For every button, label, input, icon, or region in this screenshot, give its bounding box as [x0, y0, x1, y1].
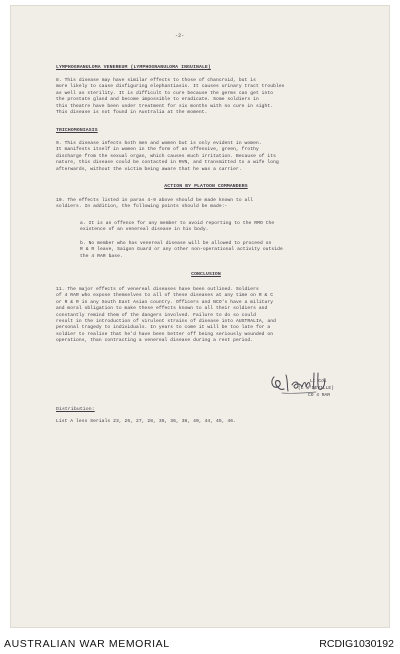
- tricho-line: It manifests itself in women in the form of an offensive, green, frothy: [56, 147, 259, 153]
- action-b-line: R & R leave, Saigon Guard or any other non-operational activity outside: [80, 247, 283, 253]
- lympho-line: 8. This disease may have similar effects to those of chancroid, but is: [56, 78, 256, 83]
- lympho-heading: LYMPHOGRANULOMA VENEREUM (LYMPHOGRANULOMA INGUINALE): [56, 65, 211, 70]
- action-b-line: b. No member who has venereal disease will be allowed to proceed on: [80, 241, 272, 246]
- lympho-line: more likely to cause disfiguring elephantiasis. It causes urinary tract troubles: [56, 84, 285, 90]
- signatory-unit: CO 4 RAR: [308, 393, 331, 398]
- tricho-line: discharge from the sexual organ, which causes much irritation. Because of its: [56, 153, 276, 159]
- document-page: [10, 5, 390, 628]
- lympho-line: the prostate gland and become impossible to eradicate. Some soldiers in: [56, 97, 259, 103]
- archive-name: AUSTRALIAN WAR MEMORIAL: [4, 638, 170, 650]
- lympho-line: This disease is not found in Australia at the moment.: [56, 109, 208, 115]
- conclusion-line: personal tragedy to individuals. In years to come it will be too late for a: [56, 325, 271, 331]
- signatory-rank: Lt Col: [310, 379, 327, 384]
- tricho-line: nature, this disease could be contacted in RVN, and transmitted to a wife long: [56, 160, 279, 166]
- conclusion-line: of 4 RAR who expose themselves to all of these diseases at any time on R & C: [56, 293, 274, 299]
- archive-id: RCDIG1030192: [319, 638, 394, 650]
- action-b-line: the 4 RAR base.: [80, 253, 123, 259]
- signatory-name: (L W DEVILLE): [298, 386, 334, 391]
- distribution-text: List A less Serials 23, 26, 27, 28, 35, 36, 38, 40, 44, 45, 46.: [56, 419, 236, 424]
- action-item-a: [80, 221, 370, 234]
- conclusion-line: 11. The major effects of venereal diseases have been outlined. Soldiers: [56, 287, 259, 292]
- conclusion-line: constantly remind them of the dangers involved. Failure to do so could: [56, 312, 256, 318]
- action-line: 10. The effects listed in paras 4-9 above should be made known to all: [56, 198, 254, 203]
- tricho-line: afterwards, without the victim being aware that he was a carrier.: [56, 166, 242, 172]
- archive-footer: [0, 634, 400, 654]
- action-heading: ACTION BY PLATOON COMMANDERS: [164, 184, 248, 189]
- tricho-paragraph: [56, 141, 366, 173]
- tricho-heading: TRICHOMONIASIS: [56, 128, 98, 133]
- lympho-line: as well as sterility. It is difficult to cure because the germs can get into: [56, 90, 274, 96]
- action-a-line: existence of an venereal disease in his body.: [80, 227, 209, 233]
- conclusion-line: soldier to realise that he'd have been better off being seriously wounded on: [56, 331, 274, 337]
- action-line: soldiers. In addition, the following points should be made:-: [56, 204, 228, 210]
- conclusion-line: result in the introduction of virulent strains of disease into AUSTRALIA, and: [56, 318, 276, 324]
- signature-block: [268, 367, 388, 427]
- lympho-line: this theatre have been under treatment for six months with no cure in sight.: [56, 103, 274, 109]
- tricho-line: 9. This disease infects both men and women but is only evident in women.: [56, 141, 262, 146]
- conclusion-line: operations, than contracting a venereal disease during a rest period.: [56, 338, 254, 344]
- page-number: -2-: [175, 33, 185, 39]
- action-paragraph: [56, 198, 366, 211]
- conclusion-heading: CONCLUSION: [191, 272, 221, 277]
- action-a-line: a. It is an offence for any member to avoid reporting to the RMO the: [80, 221, 275, 226]
- lympho-paragraph: [56, 78, 366, 116]
- conclusion-paragraph: [56, 287, 366, 345]
- conclusion-line: or R & R in any South East Asian country. Officers and NCO's have a military: [56, 299, 274, 305]
- action-item-b: [80, 241, 370, 260]
- conclusion-line: and moral obligation to make these effects known to all their soldiers and: [56, 306, 268, 312]
- distribution-heading: Distribution:: [56, 407, 95, 412]
